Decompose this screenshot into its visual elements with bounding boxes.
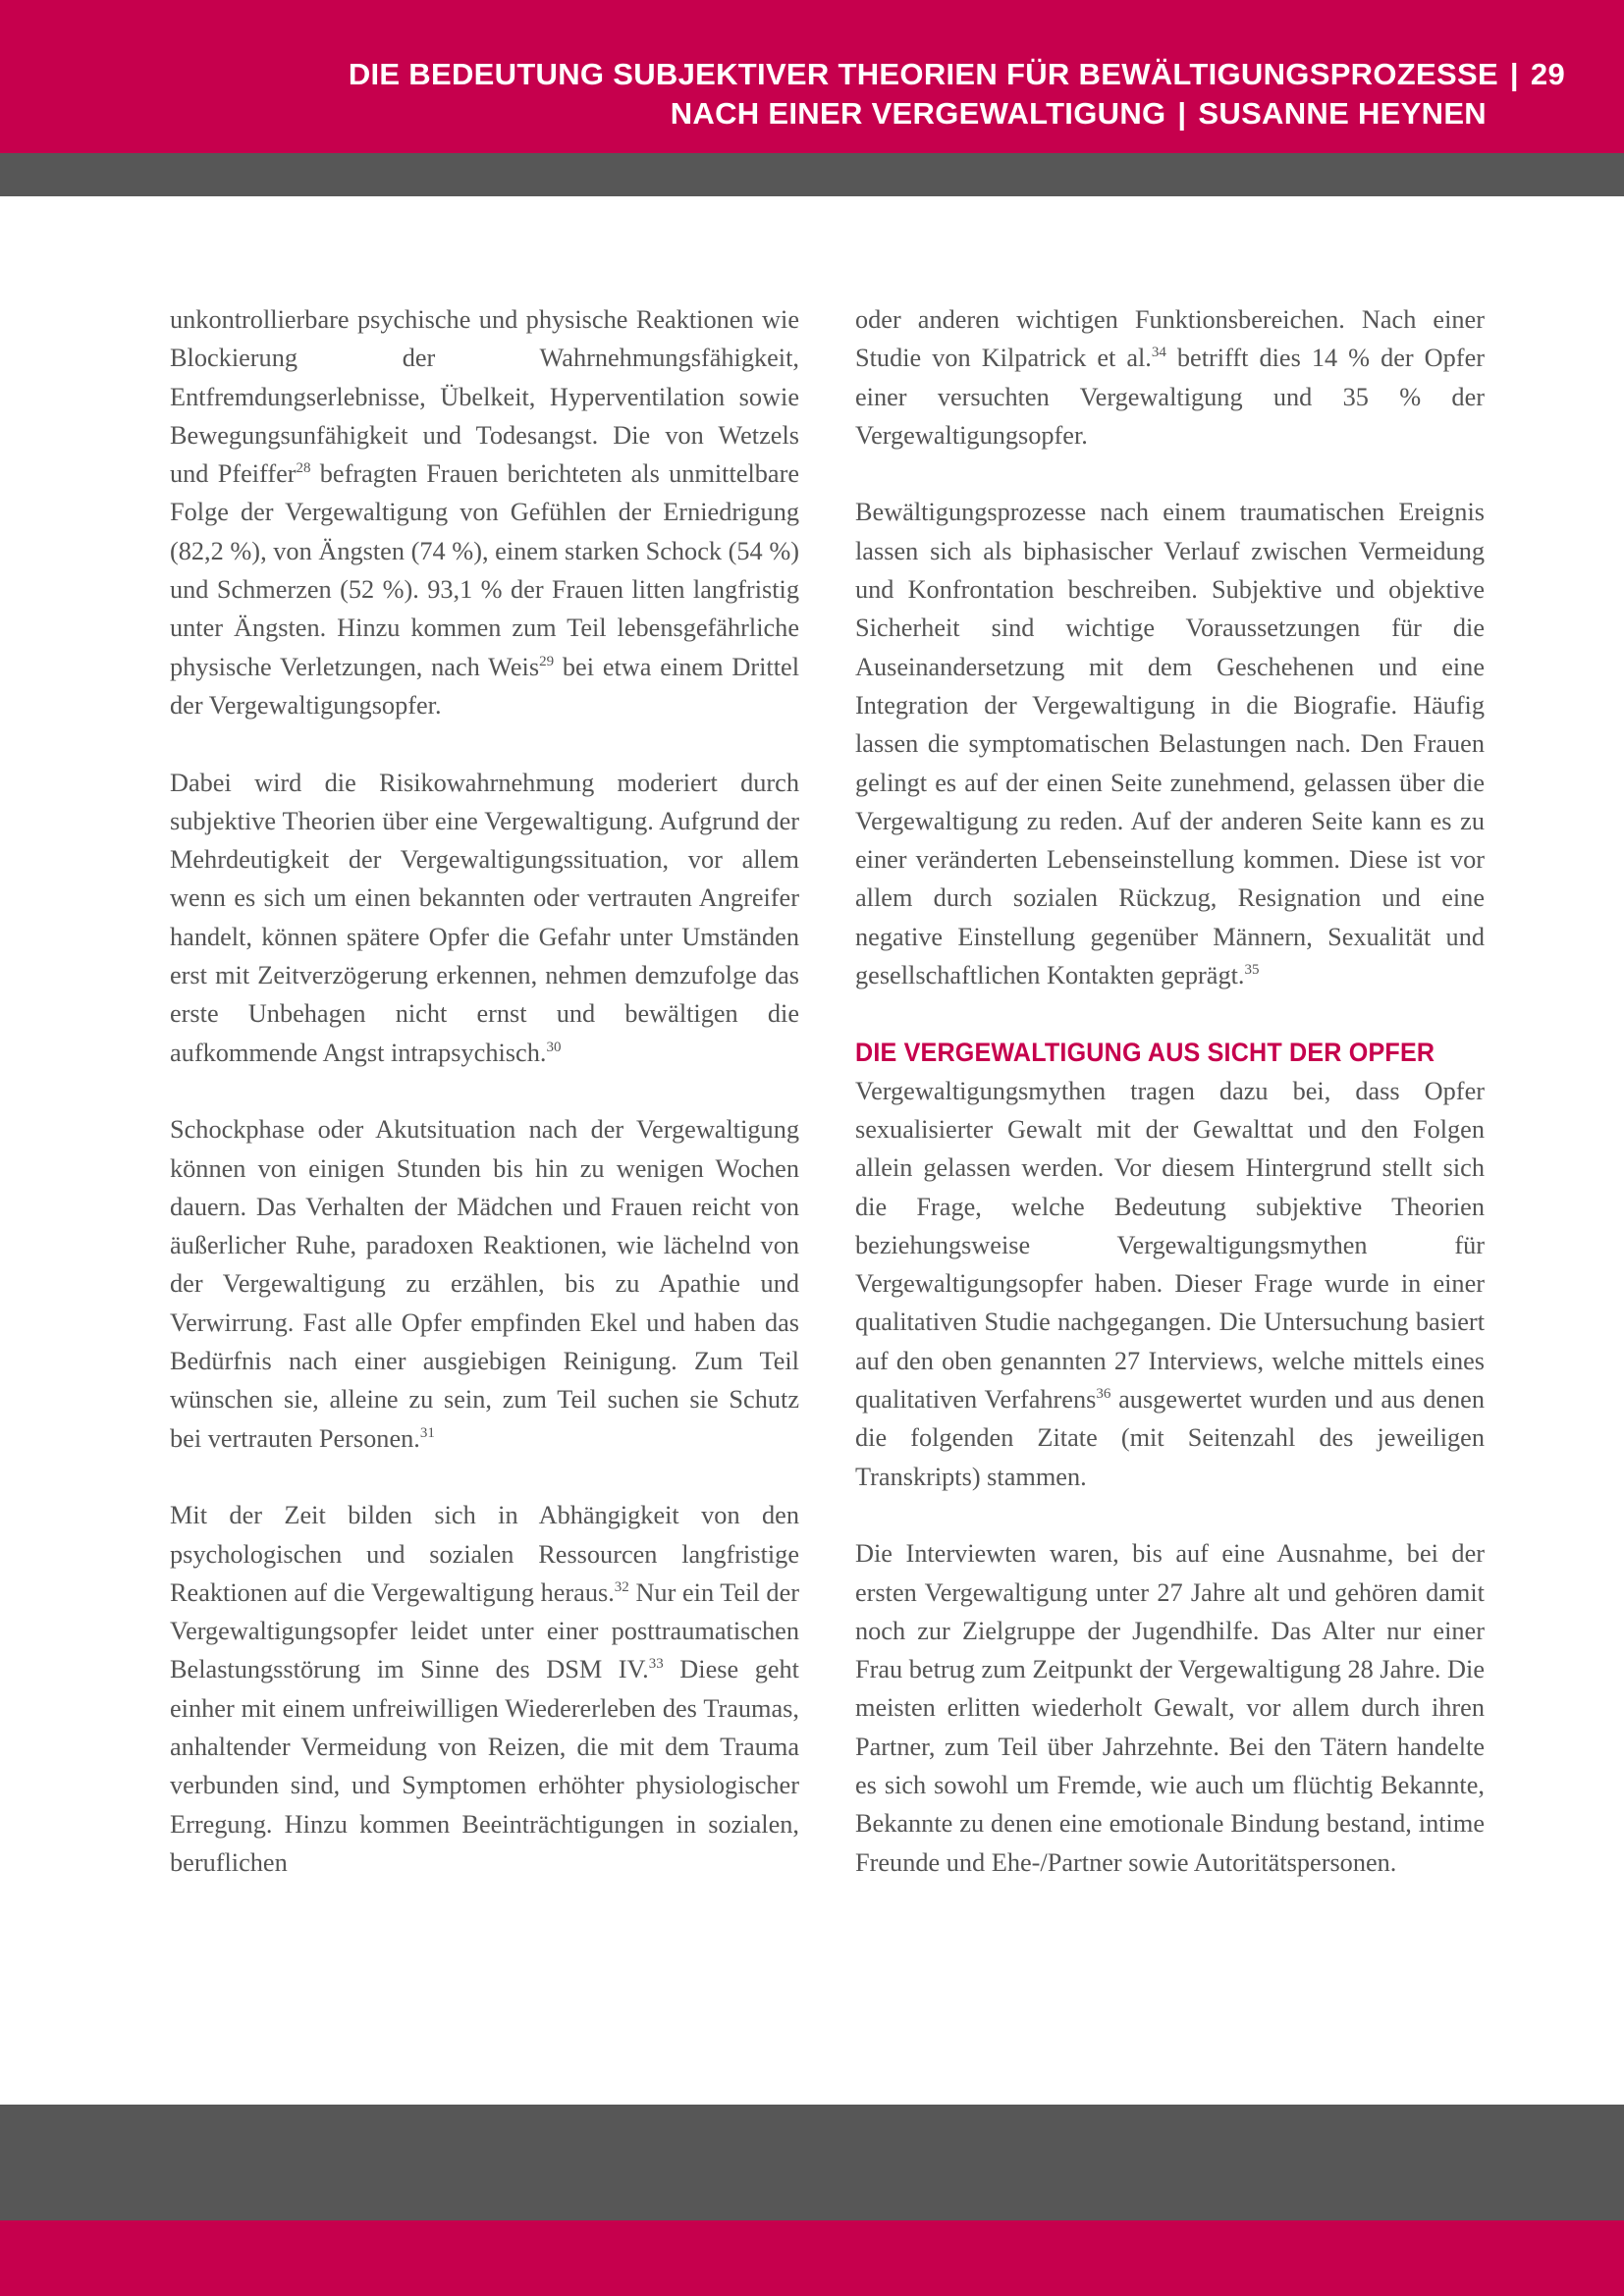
footnote-ref: 29 bbox=[539, 653, 555, 669]
paragraph: Mit der Zeit bilden sich in Abhängigkeit von den psychologischen und sozialen Ressourcen langfristige Reaktionen auf die Vergewaltigung heraus.$^{32}$ Nur ein Teil der Vergewaltigungsopfer leidet unter einer posttraumatischen Belastungsstörung im Sinne des DSM IV.$^{33}$ Diese geht einher mit einem unfreiwilligen Wiedererleben des Traumas, anhaltender Vermeidung von Reizen, die mit dem Trauma verbunden sind, und Symptomen erhöhter physiologischer Erregung. Hinzu kommen Beeinträchtigungen in sozialen, beruflichen bbox=[170, 1501, 799, 1877]
paragraph: Bewältigungsprozesse nach einem traumatischen Ereignis lassen sich als biphasischer Verlauf zwischen Vermeidung und Konfrontation beschreiben. Subjektive und objektive Sicherheit sind wichtige Voraussetzungen für die Auseinandersetzung mit dem Geschehenen und eine Integration der Vergewaltigung in die Biografie. Häufig lassen die symptomatischen Belastungen nach. Den Frauen gelingt es auf der einen Seite zunehmend, gelassen über die Vergewaltigung zu reden. Auf der anderen Seite kann es zu einer veränderten Lebenseinstellung kommen. Diese ist vor allem durch sozialen Rückzug, Resignation und eine negative Einstellung gegenüber Männern, Sexualität und gesellschaftlichen Kontakten geprägt.$^{35}$ bbox=[855, 498, 1485, 990]
header-gray-band bbox=[0, 153, 1624, 196]
footnote-ref: 32 bbox=[614, 1579, 629, 1596]
paragraph: Vergewaltigungsmythen tragen dazu bei, dass Opfer sexualisierter Gewalt mit der Gewalttat und den Folgen allein gelassen werden. Vor diesem Hintergrund stellt sich die Frage, welche Bedeutung subjektive Theorien beziehungsweise Vergewaltigungsmythen für Vergewaltigungsopfer haben. Dieser Frage wurde in einer qualitativen Studie nachgegangen. Die Untersuchung basiert auf den oben genannten 27 Interviews, welche mittels eines qualitativen Verfahrens$^{36}$ ausgewertet wurden und aus denen die folgenden Zitate (mit Seitenzahl des jeweiligen Transkripts) stammen. bbox=[855, 1076, 1485, 1491]
footnote-ref: 34 bbox=[1151, 345, 1166, 361]
footnote-ref: 31 bbox=[419, 1424, 435, 1441]
separator: | bbox=[1509, 57, 1519, 91]
right-column bbox=[855, 300, 1485, 1920]
footnote-ref: 33 bbox=[648, 1656, 664, 1673]
footnote-ref: 30 bbox=[546, 1039, 562, 1055]
footnote-ref: 35 bbox=[1244, 962, 1260, 979]
section-heading: DIE VERGEWALTIGUNG AUS SICHT DER OPFER bbox=[855, 1037, 1435, 1067]
running-header-line-1 bbox=[349, 57, 1565, 92]
paragraph: Dabei wird die Risikowahrnehmung moderiert durch subjektive Theorien über eine Vergewaltigung. Aufgrund der Mehrdeutigkeit der Vergewaltigungssituation, vor allem wenn es sich um einen bekannten oder vertrauten Angreifer handelt, können spätere Opfer die Gefahr unter Umständen erst mit Zeitverzögerung erkennen, nehmen demzufolge das erste Unbehagen nicht ernst und bewältigen die aufkommende Angst intrapsychisch.$^{30}$ bbox=[170, 768, 799, 1067]
left-column bbox=[170, 300, 799, 1920]
footnote-ref: 28 bbox=[296, 460, 311, 477]
author-name: SUSANNE HEYNEN bbox=[1198, 96, 1487, 131]
footer-band bbox=[0, 2220, 1624, 2296]
separator: | bbox=[1177, 96, 1187, 131]
page-number: 29 bbox=[1530, 57, 1565, 91]
paragraph: Die Interviewten waren, bis auf eine Ausnahme, bei der ersten Vergewaltigung unter 27 Jahre alt und gehören damit noch zur Zielgruppe der Jugendhilfe. Das Alter nur einer Frau betrug zum Zeitpunkt der Vergewaltigung 28 Jahre. Die meisten erlitten wiederholt Gewalt, vor allem durch ihren Partner, zum Teil über Jahrzehnte. Bei den Tätern handelte es sich sowohl um Fremde, wie auch um flüchtig Bekannte, Bekannte zu denen eine emotionale Bindung bestand, intime Freunde und Ehe-/Partner sowie Autoritätspersonen. bbox=[855, 1539, 1485, 1877]
running-title-part-2: NACH EINER VERGEWALTIGUNG bbox=[670, 96, 1166, 131]
paragraph: oder anderen wichtigen Funktionsbereichen. Nach einer Studie von Kilpatrick et al.$^{34}$ betrifft dies 14 % der Opfer einer versuchten Vergewaltigung und 35 % der Vergewaltigungsopfer. bbox=[855, 305, 1485, 450]
footer-gray-band bbox=[0, 2105, 1624, 2220]
paragraph: Schockphase oder Akutsituation nach der Vergewaltigung können von einigen Stunden bis hin zu wenigen Wochen dauern. Das Verhalten der Mädchen und Frauen reicht von äußerlicher Ruhe, paradoxen Reaktionen, wie lächelnd von der Vergewaltigung zu erzählen, bis zu Apathie und Verwirrung. Fast alle Opfer empfinden Ekel und haben das Bedürfnis nach einer ausgiebigen Reinigung. Zum Teil wünschen sie, alleine zu sein, zum Teil suchen sie Schutz bei vertrauten Personen.$^{31}$ bbox=[170, 1115, 799, 1453]
footnote-ref: 36 bbox=[1096, 1386, 1111, 1403]
paragraph: unkontrollierbare psychische und physische Reaktionen wie Blockierung der Wahrnehmungsfähigkeit, Entfremdungserlebnisse, Übelkeit, Hyperventilation sowie Bewegungsunfähigkeit und Todesangst. Die von Wetzels und Pfeiffer$^{28}$ befragten Frauen berichteten als unmittelbare Folge der Vergewaltigung von Gefühlen der Erniedrigung (82,2 %), von Ängsten (74 %), einem starken Schock (54 %) und Schmerzen (52 %). 93,1 % der Frauen litten langfristig unter Ängsten. Hinzu kommen zum Teil lebensgefährliche physische Verletzungen, nach Weis$^{29}$ bei etwa einem Drittel der Vergewaltigungsopfer. bbox=[170, 305, 799, 720]
running-title-part-1: DIE BEDEUTUNG SUBJEKTIVER THEORIEN FÜR BEWÄLTIGUNGSPROZESSE bbox=[348, 57, 1498, 91]
running-header-line-2 bbox=[671, 96, 1487, 132]
